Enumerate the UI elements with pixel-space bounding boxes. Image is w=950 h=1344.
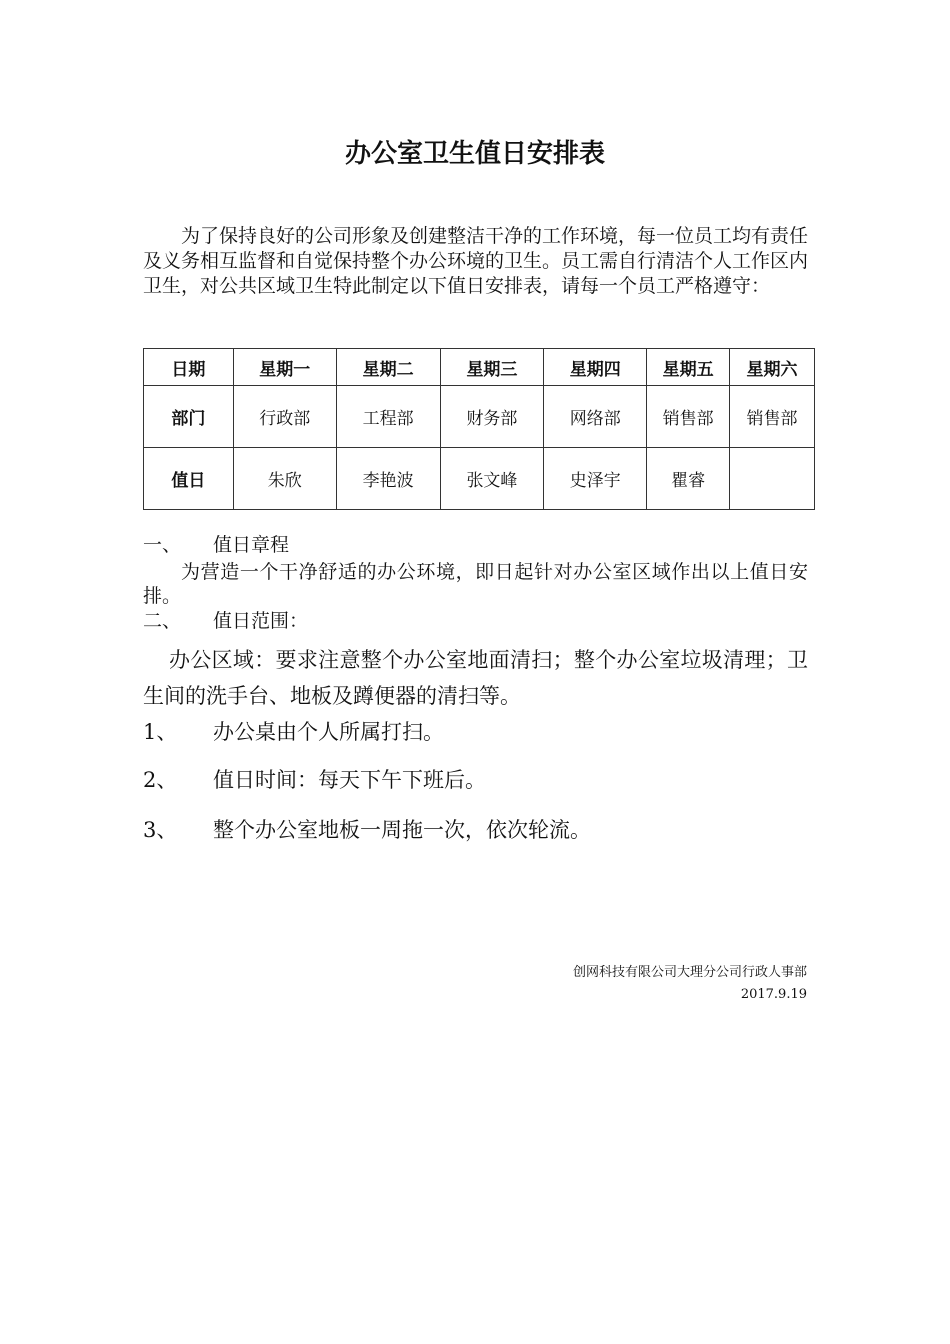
footer-date: 2017.9.19 xyxy=(740,987,807,1002)
header-cell-friday: 星期五 xyxy=(647,349,730,386)
list-item xyxy=(143,816,591,844)
document-title: 办公室卫生值日安排表 xyxy=(344,139,605,169)
table-cell: 史泽宇 xyxy=(544,448,647,510)
header-cell-date: 日期 xyxy=(144,349,234,386)
table-cell: 工程部 xyxy=(336,386,440,448)
section-heading-rules xyxy=(143,533,289,557)
table-row-department xyxy=(144,386,815,448)
section-number: 一、 xyxy=(143,534,182,556)
table-cell: 网络部 xyxy=(544,386,647,448)
rules-paragraph: 为营造一个干净舒适的办公环境，即日起针对办公室区域作出以上值日安排。 xyxy=(143,561,808,607)
section-title: 值日章程 xyxy=(213,534,290,556)
section-heading-scope xyxy=(143,609,308,633)
duty-schedule-table xyxy=(143,348,815,510)
list-item xyxy=(143,766,486,794)
footer-organization: 创网科技有限公司大理分公司行政人事部 xyxy=(572,965,807,980)
table-header-row xyxy=(144,349,815,386)
list-item xyxy=(143,718,444,746)
header-cell-saturday: 星期六 xyxy=(730,349,815,386)
table-cell xyxy=(730,448,815,510)
table-row-duty xyxy=(144,448,815,510)
section-title: 值日范围： xyxy=(213,610,309,632)
list-item-text: 整个办公室地板一周拖一次，依次轮流。 xyxy=(213,818,591,842)
table-cell: 朱欣 xyxy=(233,448,336,510)
table-cell: 张文峰 xyxy=(440,448,544,510)
header-cell-thursday: 星期四 xyxy=(544,349,647,386)
list-item-text: 办公桌由个人所属打扫。 xyxy=(213,720,444,744)
header-cell-tuesday: 星期二 xyxy=(336,349,440,386)
header-cell-monday: 星期一 xyxy=(233,349,336,386)
intro-paragraph: 为了保持良好的公司形象及创建整洁干净的工作环境，每一位员工均有责任及义务相互监督和自觉保持整个办公环境的卫生。员工需自行清洁个人工作区内卫生，对公共区域卫生特此制定以下值日安排表，请每一个员工严格遵守： xyxy=(143,225,809,297)
table-cell: 李艳波 xyxy=(336,448,440,510)
list-item-text: 值日时间：每天下午下班后。 xyxy=(213,768,486,792)
table-cell: 瞿睿 xyxy=(647,448,730,510)
row-label-department: 部门 xyxy=(144,386,234,448)
table-cell: 销售部 xyxy=(647,386,730,448)
section-number: 二、 xyxy=(143,610,182,632)
table-cell: 销售部 xyxy=(730,386,815,448)
table-cell: 行政部 xyxy=(233,386,336,448)
list-item-number: 2、 xyxy=(143,768,178,792)
row-label-duty: 值日 xyxy=(144,448,234,510)
table-cell: 财务部 xyxy=(440,386,544,448)
scope-paragraph: 办公区域：要求注意整个办公室地面清扫；整个办公室垃圾清理；卫生间的洗手台、地板及蹲便器的清扫等。 xyxy=(143,648,808,708)
header-cell-wednesday: 星期三 xyxy=(440,349,544,386)
list-item-number: 3、 xyxy=(143,818,178,842)
list-item-number: 1、 xyxy=(143,720,178,744)
